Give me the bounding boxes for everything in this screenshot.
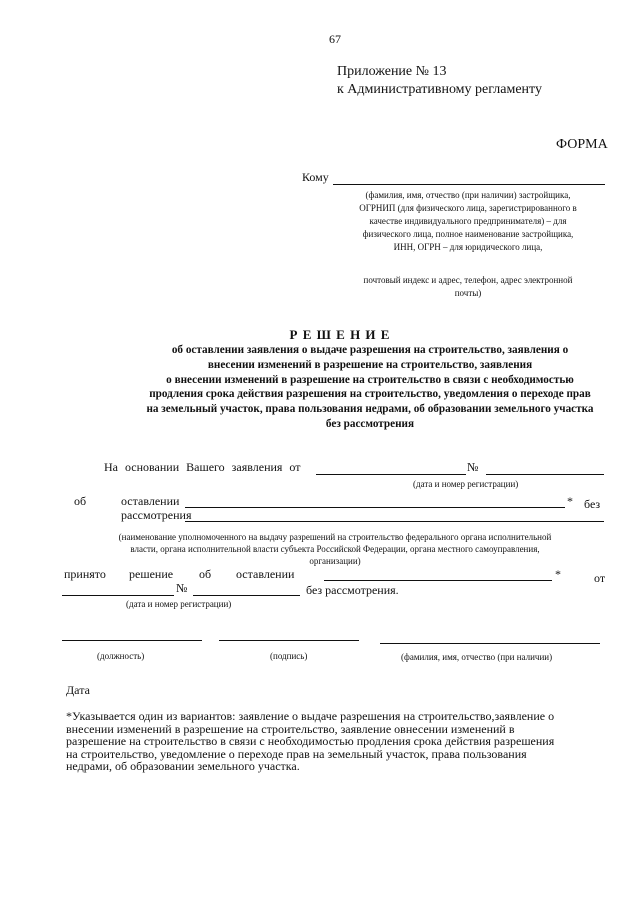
authority-hint-3: организации) [309, 556, 361, 566]
application-number-field[interactable] [486, 474, 604, 475]
authority-hint-1: (наименование уполномоченного на выдачу разрешений на строительство федерального органа исполнительной [118, 532, 552, 542]
decision-line-3: о внесении изменений в разрешение на строительство в связи с необходимостью [166, 373, 574, 386]
recipient-hint-6: почтовый индекс и адрес, телефон, адрес электронной [363, 275, 573, 285]
authority-hint [60, 531, 610, 567]
page-number: 67 [329, 32, 341, 46]
authority-hint-2: власти, органа исполнительной власти субъекта Российской Федерации, органа местного самоуправления, [130, 544, 540, 554]
ob-word: об [74, 494, 87, 508]
decision-subtitle [80, 343, 640, 432]
decision-line-2: внесении изменений в разрешение на строительство, заявления [207, 358, 533, 371]
ot-word: от [594, 571, 606, 585]
application-type-field[interactable] [185, 507, 565, 508]
fio-hint: (фамилия, имя, отчество (при наличии) [401, 652, 553, 662]
decision-title: Р Е Ш Е Н И Е [289, 327, 391, 342]
recipient-hint-address [330, 274, 606, 300]
recipient-hint [330, 189, 606, 254]
application-type-field-2[interactable] [185, 521, 604, 522]
reshenie-word: решение [129, 567, 174, 581]
number-sign: № [467, 460, 479, 474]
fio-field[interactable] [380, 643, 600, 644]
footnote-line-2: внесении изменений в разрешение на строительство, заявление овнесении изменений в [66, 721, 515, 736]
footnote-line-3: разрешение на строительство в связи с необходимостью продления срока действия разрешения [66, 734, 555, 749]
decision-line-1: об оставлении заявления о выдаче разрешения на строительство, заявления о [171, 344, 569, 356]
ostavlenii-word: оставлении [121, 494, 180, 508]
recipient-hint-7: почты) [454, 288, 482, 298]
prinyato-word: принято [64, 567, 106, 581]
appendix-line-2: к Административному регламенту [337, 82, 542, 97]
application-date-field[interactable] [316, 474, 466, 475]
ostavlenii-word-2: оставлении [236, 567, 295, 581]
recipient-field[interactable] [333, 184, 605, 185]
bez-rassmotreniya: без рассмотрения. [306, 583, 399, 597]
footnote [66, 710, 554, 773]
bez-word: без [584, 497, 601, 511]
recipient-hint-5: ИНН, ОГРН – для юридического лица, [393, 242, 543, 252]
appendix-line-1: Приложение № 13 [337, 64, 447, 79]
date-label: Дата [66, 683, 90, 697]
decision-line-5: на земельный участок, права пользования недрами, об образовании земельного участка [146, 403, 594, 416]
decision-line-6: без рассмотрения [325, 417, 415, 430]
footnote-line-5: недрами, об образовании земельного участка. [66, 759, 300, 774]
recipient-label: Кому [302, 170, 329, 184]
star-marker: * [567, 494, 573, 508]
form-label: ФОРМА [556, 137, 608, 152]
recipient-hint-2: ОГРНИП (для физического лица, зарегистрированного в [359, 203, 577, 213]
decision-line-4: продления срока действия разрешения на строительство, уведомления о переходе прав [149, 388, 591, 401]
position-field[interactable] [62, 640, 202, 641]
rassmotreniya-word: рассмотрения [121, 508, 192, 522]
recipient-hint-3: качестве индивидуального предпринимателя) – для [369, 216, 567, 226]
ob-word-2: об [199, 567, 212, 581]
footnote-line-4: на строительство, уведомление о переходе прав на земельный участок, права пользования [66, 746, 527, 761]
date-reg-hint-2: (дата и номер регистрации) [126, 599, 232, 609]
date-reg-hint: (дата и номер регистрации) [413, 479, 519, 489]
decision-type-field[interactable] [324, 580, 552, 581]
position-hint: (должность) [97, 651, 145, 661]
number-sign-2: № [176, 581, 188, 595]
recipient-hint-1: (фамилия, имя, отчество (при наличии) застройщика, [365, 190, 571, 200]
signature-field[interactable] [219, 640, 359, 641]
basis-text: На основании Вашего заявления от [104, 460, 301, 474]
star-marker-2: * [555, 567, 561, 581]
recipient-hint-4: физического лица, полное наименование застройщика, [362, 229, 574, 239]
decision-date-field[interactable] [62, 595, 174, 596]
footnote-line-1: *Указывается один из вариантов: заявление о выдаче разрешения на строительство,заявление о [66, 709, 555, 723]
signature-hint: (подпись) [270, 651, 308, 661]
decision-number-field[interactable] [193, 595, 300, 596]
